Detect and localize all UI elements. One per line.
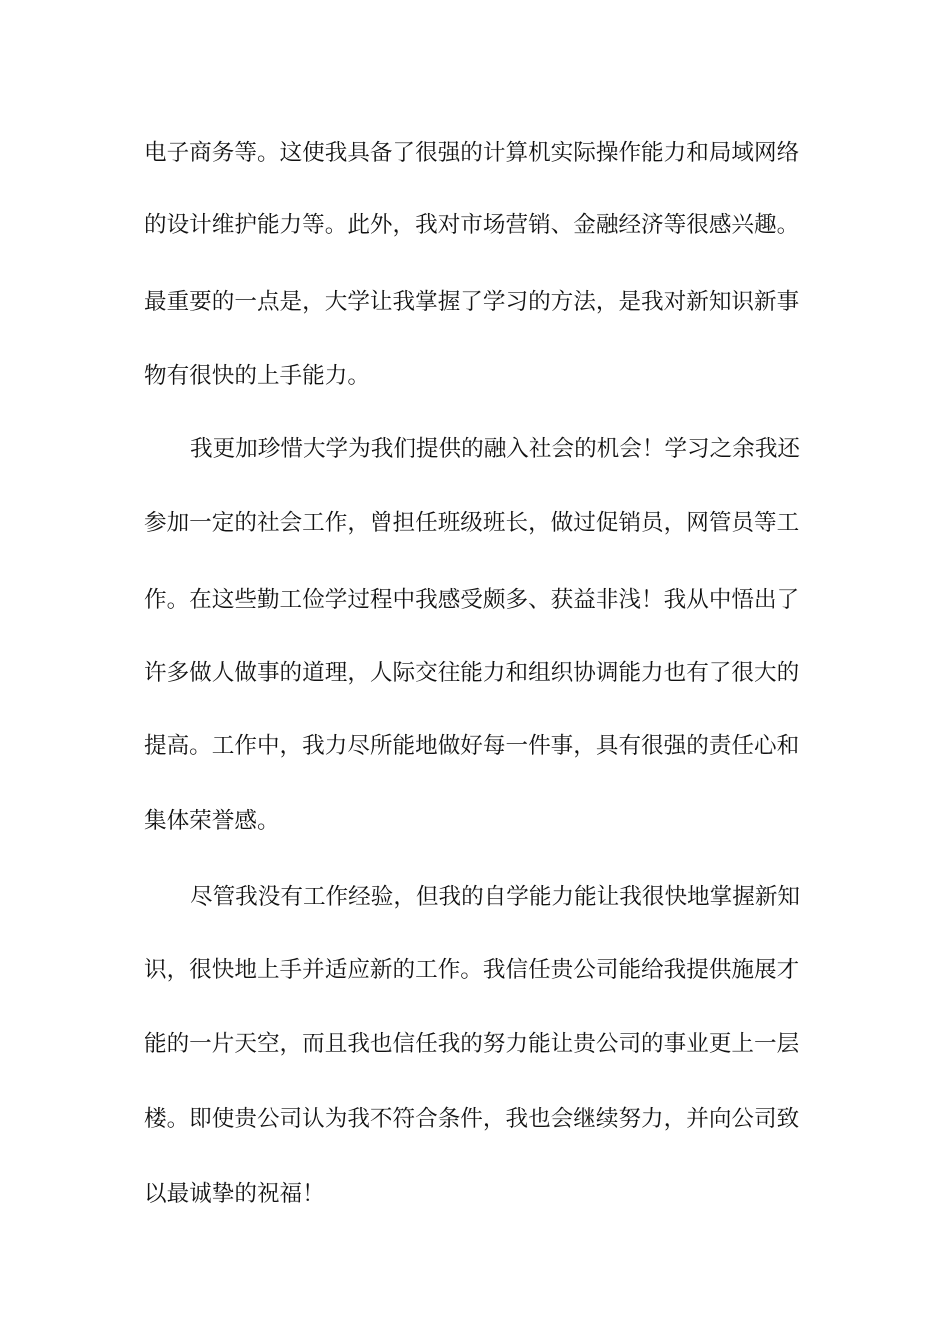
text-line: 提高。工作中，我力尽所能地做好每一件事，具有很强的责任心和	[144, 733, 800, 759]
text-line: 尽管我没有工作经验，但我的自学能力能让我很快地掌握新知	[190, 884, 801, 910]
text-line: 集体荣誉感。	[144, 808, 280, 834]
text-line: 参加一定的社会工作，曾担任班级班长，做过促销员，网管员等工	[144, 510, 800, 536]
text-line: 楼。即使贵公司认为我不符合条件，我也会继续努力，并向公司致	[144, 1106, 800, 1132]
text-line: 最重要的一点是，大学让我掌握了学习的方法，是我对新知识新事	[144, 289, 800, 315]
text-line: 电子商务等。这使我具备了很强的计算机实际操作能力和局域网络	[144, 140, 800, 166]
text-line: 物有很快的上手能力。	[144, 363, 370, 389]
text-line: 许多做人做事的道理，人际交往能力和组织协调能力也有了很大的	[144, 660, 800, 686]
text-line: 的设计维护能力等。此外，我对市场营销、金融经济等很感兴趣。	[144, 212, 800, 238]
text-line: 能的一片天空，而且我也信任我的努力能让贵公司的事业更上一层	[144, 1031, 800, 1057]
text-line: 识，很快地上手并适应新的工作。我信任贵公司能给我提供施展才	[144, 957, 800, 983]
text-line: 以最诚挚的祝福！	[144, 1181, 325, 1207]
text-line: 我更加珍惜大学为我们提供的融入社会的机会！学习之余我还	[190, 436, 801, 462]
text-line: 作。在这些勤工俭学过程中我感受颇多、获益非浅！我从中悟出了	[144, 587, 800, 613]
